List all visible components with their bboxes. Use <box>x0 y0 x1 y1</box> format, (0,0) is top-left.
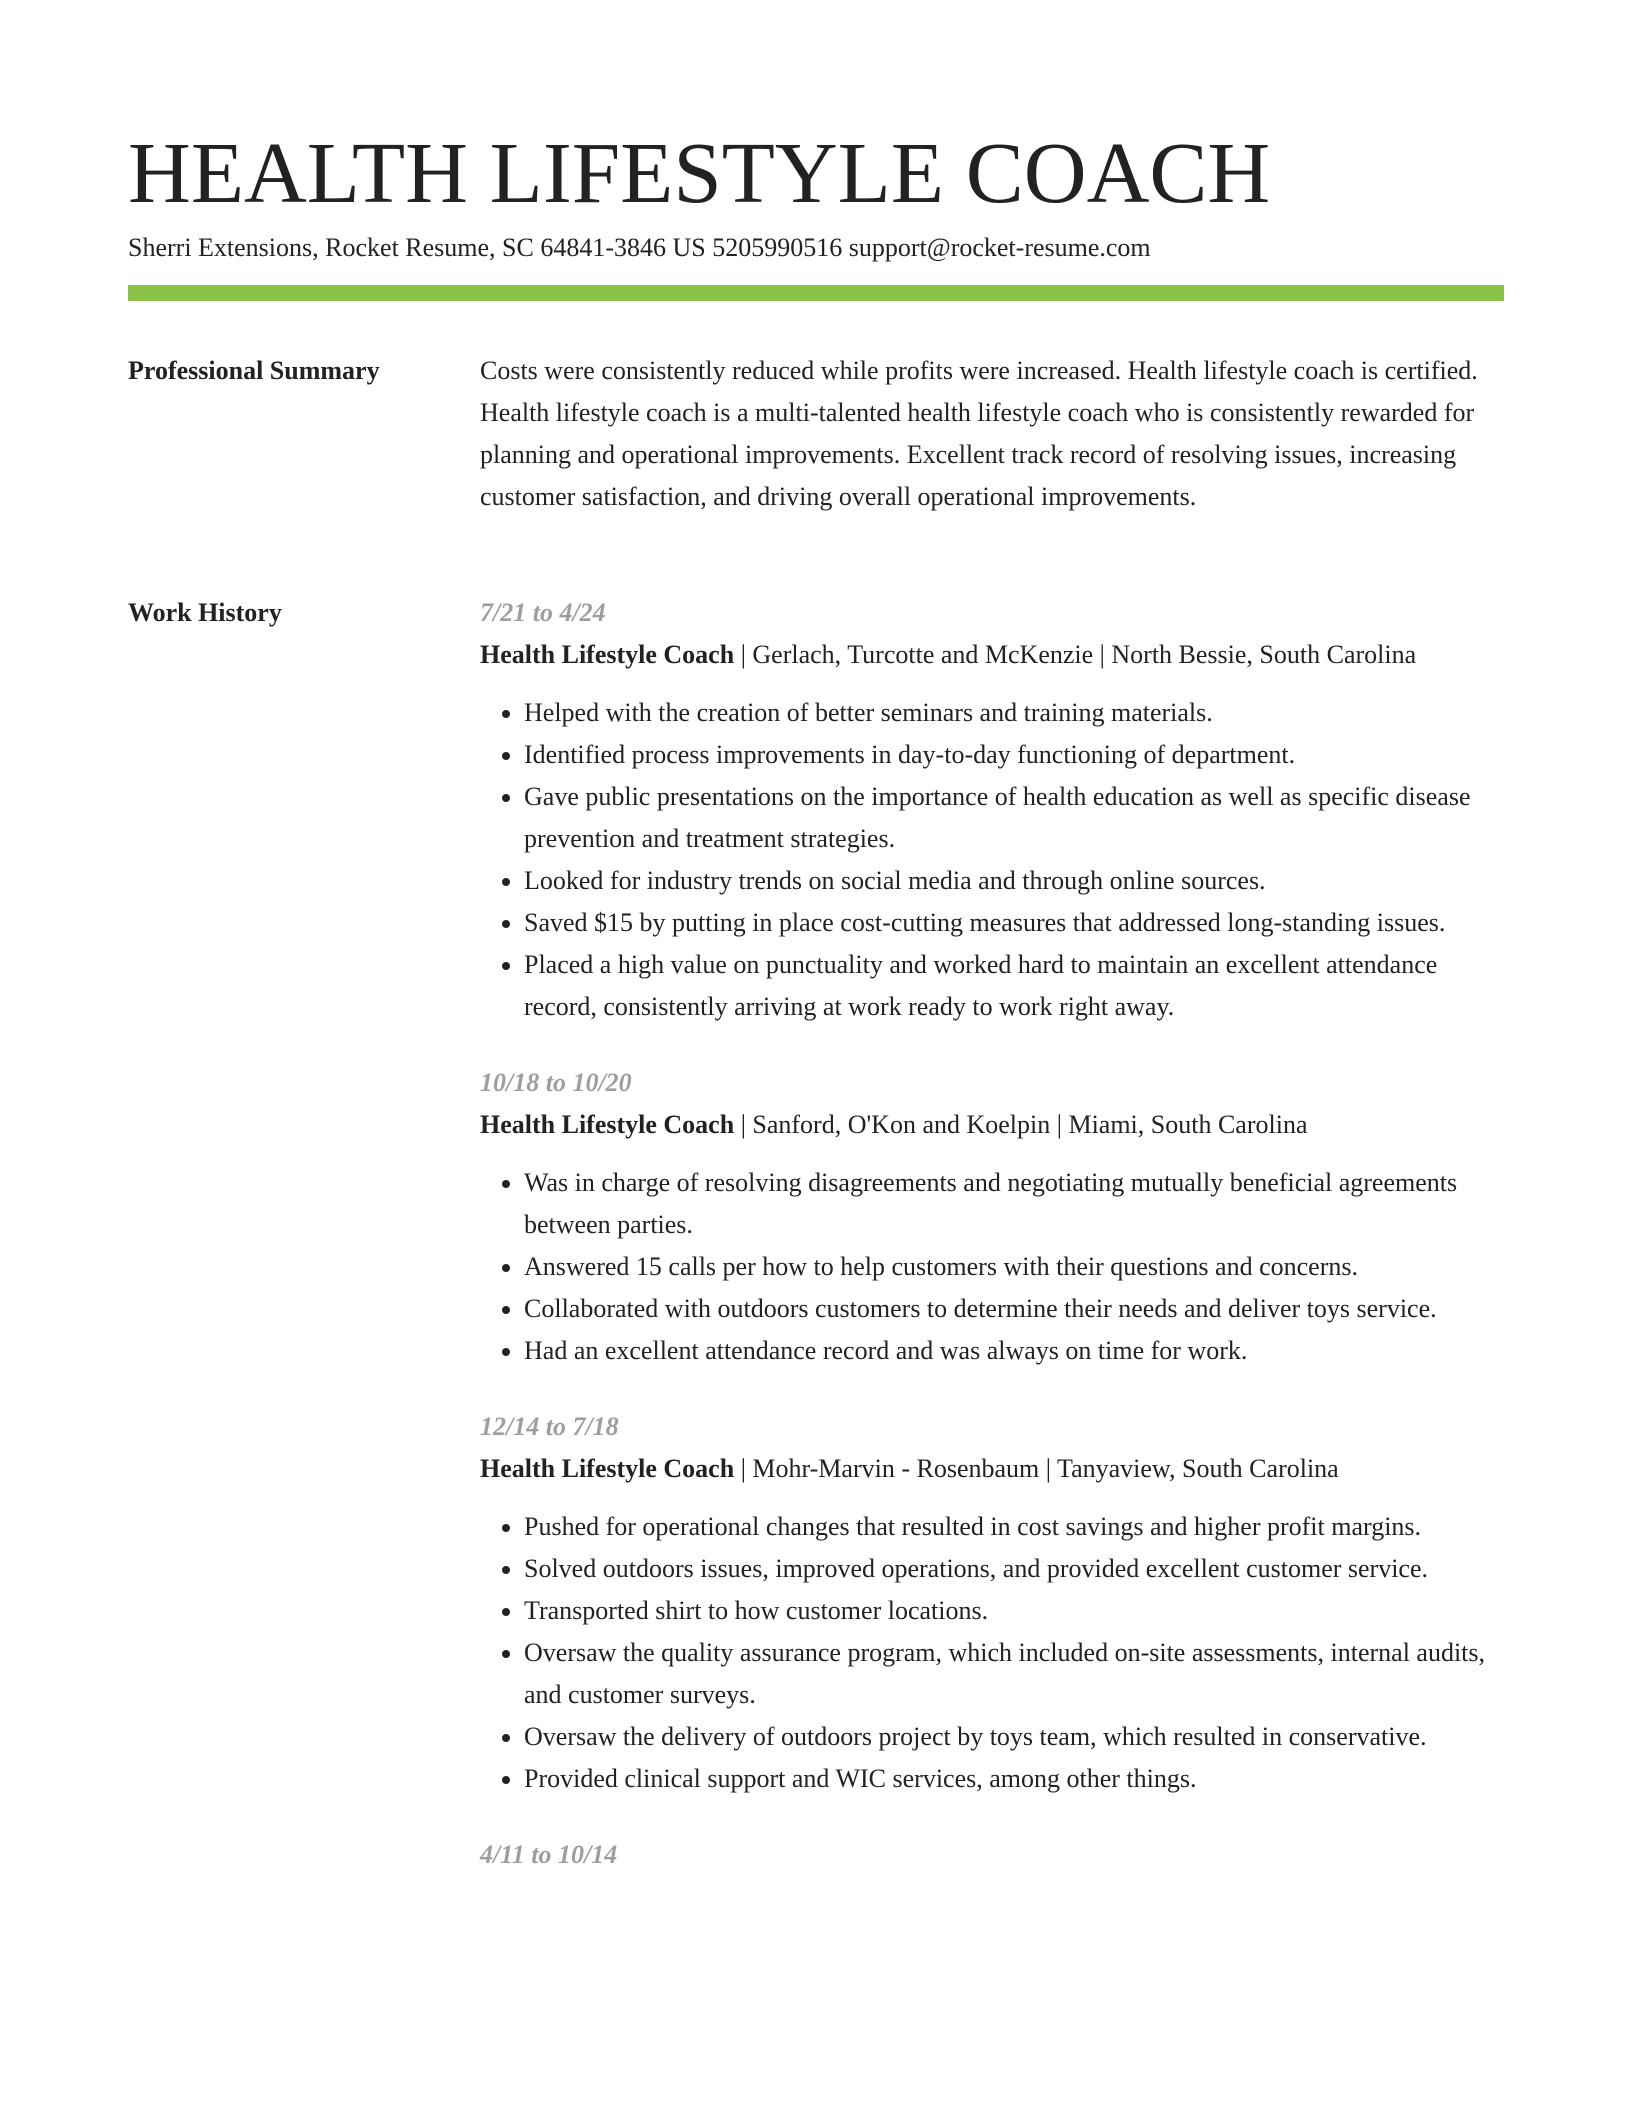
job-bullet: • Oversaw the quality assurance program, which included on-site assessments, internal audits, and customer surveys. <box>524 1632 1504 1716</box>
job-employer-location: | Gerlach, Turcotte and McKenzie | North Bessie, South Carolina <box>734 640 1417 669</box>
job-bullet: • Collaborated with outdoors customers to determine their needs and deliver toys service. <box>524 1288 1504 1330</box>
job-date: 4/11 to 10/14 <box>480 1840 618 1869</box>
job-bullet: • Provided clinical support and WIC services, among other things. <box>524 1758 1504 1800</box>
job-title: Health Lifestyle Coach <box>480 640 735 669</box>
job-bullet-list <box>480 692 1504 1028</box>
job-heading <box>480 1104 1504 1146</box>
summary-section <box>128 350 1504 570</box>
job-bullet: • Saved $15 by putting in place cost-cutting measures that addressed long-standing issues. <box>524 902 1504 944</box>
job-heading <box>480 634 1504 676</box>
summary-body <box>480 350 1504 518</box>
job-bullet: • Looked for industry trends on social media and through online sources. <box>524 860 1504 902</box>
job-title: Health Lifestyle Coach <box>480 1454 735 1483</box>
job-entry <box>480 1406 1504 1800</box>
job-bullet: • Gave public presentations on the importance of health education as well as specific disease prevention and treatment strategies. <box>524 776 1504 860</box>
job-bullet: • Was in charge of resolving disagreements and negotiating mutually beneficial agreements between parties. <box>524 1162 1504 1246</box>
job-bullet: • Placed a high value on punctuality and worked hard to maintain an excellent attendance record, consistently arriving at work ready to work right away. <box>524 944 1504 1028</box>
job-date: 7/21 to 4/24 <box>480 598 606 627</box>
job-bullet: • Oversaw the delivery of outdoors project by toys team, which resulted in conservative. <box>524 1716 1504 1758</box>
job-bullet: • Identified process improvements in day-to-day functioning of department. <box>524 734 1504 776</box>
work-history-heading: Work History <box>128 598 282 627</box>
header-divider <box>128 285 1504 301</box>
job-bullet: • Pushed for operational changes that resulted in cost savings and higher profit margins. <box>524 1506 1504 1548</box>
job-bullet-list <box>480 1506 1504 1800</box>
job-employer-location: | Mohr-Marvin - Rosenbaum | Tanyaview, South Carolina <box>734 1454 1339 1483</box>
job-employer-location: | Sanford, O'Kon and Koelpin | Miami, South Carolina <box>734 1110 1308 1139</box>
job-bullet: • Had an excellent attendance record and was always on time for work. <box>524 1330 1504 1372</box>
job-title: Health Lifestyle Coach <box>480 1110 735 1139</box>
job-heading <box>480 1448 1504 1490</box>
job-entry <box>480 1062 1504 1372</box>
job-bullet: • Transported shirt to how customer locations. <box>524 1590 1504 1632</box>
job-entry <box>480 592 1504 1028</box>
job-date: 12/14 to 7/18 <box>480 1412 619 1441</box>
job-date: 10/18 to 10/20 <box>480 1068 632 1097</box>
contact-line: Sherri Extensions, Rocket Resume, SC 64841-3846 US 5205990516 support@rocket-resume.com <box>128 233 1151 262</box>
summary-text: Costs were consistently reduced while profits were increased. Health lifestyle coach is certified. Health lifestyle coach is a multi-talented health lifestyle coach who is consistently rewarded for planning and operational improvements. Excellent track record of resolving issues, increasing customer satisfaction, and driving overall operational improvements. <box>480 356 1478 511</box>
job-bullet: • Solved outdoors issues, improved operations, and provided excellent customer service. <box>524 1548 1504 1590</box>
job-bullet: • Answered 15 calls per how to help customers with their questions and concerns. <box>524 1246 1504 1288</box>
resume-title: HEALTH LIFESTYLE COACH <box>128 124 1271 221</box>
job-bullet: • Helped with the creation of better seminars and training materials. <box>524 692 1504 734</box>
work-history-section <box>128 592 1504 2112</box>
summary-heading: Professional Summary <box>128 356 380 385</box>
work-history-body <box>480 592 1504 1910</box>
job-bullet-list <box>480 1162 1504 1372</box>
job-entry <box>480 1834 1504 1876</box>
